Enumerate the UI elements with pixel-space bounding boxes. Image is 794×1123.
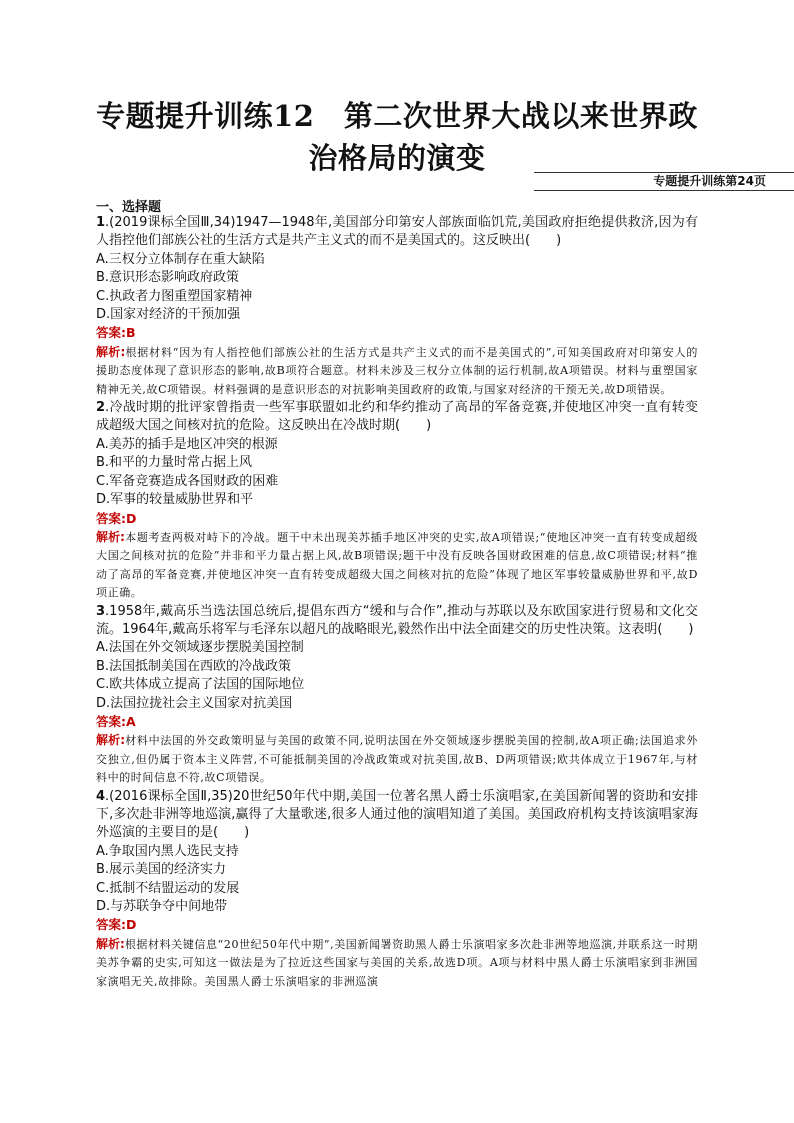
question-text: .1958年,戴高乐当选法国总统后,提倡东西方“缓和与合作”,推动与苏联以及东欧国家进行贸易和文化交流。1964年,戴高乐将军与毛泽东以超凡的战略眼光,毅然作出中法全面建交的历史性决策。这表明( ): [96, 603, 698, 637]
answer-line: [96, 916, 698, 934]
explanation-text: 根据材料“因为有人指控他们部族公社的生活方式是共产主义式的而不是美国式的”,可知美国政府对印第安人的援助态度体现了意识形态的影响,故B项符合题意。材料未涉及三权分立体制的运行机制,故A项错误。材料与重塑国家精神无关,故C项错误。材料强调的是意识形态的对抗影响美国政府的政策,与国家对经济的干预无关,故D项错误。: [96, 345, 698, 396]
question-text: .冷战时期的批评家曾指责一些军事联盟如北约和华约推动了高昂的军备竞赛,并使地区冲突一直有转变成超级大国之间核对抗的危险。这反映出在冷战时期( ): [96, 400, 698, 434]
explanation: [96, 343, 698, 399]
question-list: [96, 214, 698, 991]
page-reference-label: 专题提升训练第24页: [653, 174, 766, 188]
answer-label: 答案:: [96, 917, 126, 933]
explanation-label: 解析:: [96, 936, 125, 951]
explanation: [96, 731, 698, 787]
explanation: [96, 935, 698, 991]
explanation-label: 解析:: [96, 733, 126, 748]
question-number: 1: [96, 215, 106, 230]
option-a: A.争取国内黑人选民支持: [96, 843, 239, 859]
answer-line: [96, 324, 698, 342]
option-b: B.意识形态影响政府政策: [96, 270, 240, 286]
option-d: D.军事的较量威胁世界和平: [96, 492, 254, 508]
explanation: [96, 528, 698, 603]
option-d: D.法国拉拢社会主义国家对抗美国: [96, 695, 293, 711]
question-text: .(2019课标全国Ⅲ,34)1947—1948年,美国部分印第安人部族面临饥荒,美国政府拒绝提供救济,因为有人指控他们部族公社的生活方式是共产主义式的而不是美国式的。这反映出( ): [96, 215, 698, 249]
question-block: [96, 603, 698, 788]
question-text: .(2016课标全国Ⅱ,35)20世纪50年代中期,美国一位著名黑人爵士乐演唱家,在美国新闻署的资助和安排下,多次赴非洲等地巡演,赢得了大量歌迷,很多人通过他的演唱知道了美国。美国政府机构支持该演唱家海外巡演的主要目的是( ): [96, 788, 698, 841]
question-number: 3: [96, 603, 106, 619]
option-a: A.美苏的插手是地区冲突的根源: [96, 436, 278, 452]
option-c: C.军备竞赛造成各国财政的困难: [96, 473, 279, 489]
question-block: [96, 214, 698, 399]
answer-label: 答案:: [96, 510, 126, 526]
question-stem: [96, 399, 698, 436]
answer-label: 答案:: [96, 713, 126, 729]
option-b: B.和平的力量时常占据上风: [96, 455, 253, 471]
option-b: B.法国抵制美国在西欧的冷战政策: [96, 658, 292, 674]
answer-value: B: [126, 325, 136, 341]
explanation-label: 解析:: [96, 344, 126, 359]
answer-label: 答案:: [96, 325, 126, 341]
question-number: 2: [96, 400, 106, 416]
question-number: 4: [96, 788, 106, 804]
option-c: C.欧共体成立提高了法国的国际地位: [96, 677, 305, 693]
answer-line: [96, 713, 698, 731]
question-block: [96, 399, 698, 602]
section-heading: 一、选择题: [96, 200, 162, 215]
option-d: D.与苏联争夺中间地带: [96, 899, 228, 915]
explanation-text: 材料中法国的外交政策明显与美国的政策不同,说明法国在外交领域逐步摆脱美国的控制,故A项正确;法国追求外交独立,但仍属于资本主义阵营,不可能抵制美国的冷战政策或对抗美国,故B、D两项错误;欧共体成立于1967年,与材料中的时间信息不符,故C项错误。: [96, 734, 698, 785]
title-line-1: 专题提升训练12 第二次世界大战以来世界政: [96, 99, 698, 133]
question-stem: [96, 603, 698, 640]
option-a: A.法国在外交领域逐步摆脱美国控制: [96, 640, 304, 656]
option-c: C.抵制不结盟运动的发展: [96, 880, 240, 896]
page-reference-box: [534, 172, 794, 191]
option-a: A.三权分立体制存在重大缺陷: [96, 251, 265, 267]
answer-value: D: [126, 510, 137, 526]
question-stem: [96, 788, 698, 843]
title-line-2: 治格局的演变: [308, 141, 486, 175]
page-title: [96, 95, 698, 179]
question-stem: [96, 214, 698, 251]
answer-value: A: [126, 713, 136, 729]
option-c: C.执政者力图重塑国家精神: [96, 288, 253, 304]
answer-value: D: [126, 917, 137, 933]
explanation-text: 根据材料关键信息“20世纪50年代中期”,美国新闻署资助黑人爵士乐演唱家多次赴非洲等地巡演,并联系这一时期美苏争霸的史实,可知这一做法是为了拉近这些国家与美国的关系,故选D项。A项与材料中黑人爵士乐演唱家到非洲国家演唱无关,故排除。美国黑人爵士乐演唱家的非洲巡演: [96, 937, 698, 988]
option-b: B.展示美国的经济实力: [96, 862, 227, 878]
document-page: [96, 0, 766, 988]
explanation-text: 本题考查两极对峙下的冷战。题干中未出现美苏插手地区冲突的史实,故A项错误;“使地区冲突一直有转变成超级大国之间核对抗的危险”并非和平力量占据上风,故B项错误;题干中没有反映各国财政困难的信息,故C项错误;材料“推动了高昂的军备竞赛,并使地区冲突一直有转变成超级大国之间核对抗的危险”体现了地区军事较量威胁世界和平,故D项正确。: [96, 530, 698, 600]
option-d: D.国家对经济的干预加强: [96, 307, 241, 323]
explanation-label: 解析:: [96, 529, 125, 544]
question-block: [96, 788, 698, 991]
answer-line: [96, 510, 698, 528]
